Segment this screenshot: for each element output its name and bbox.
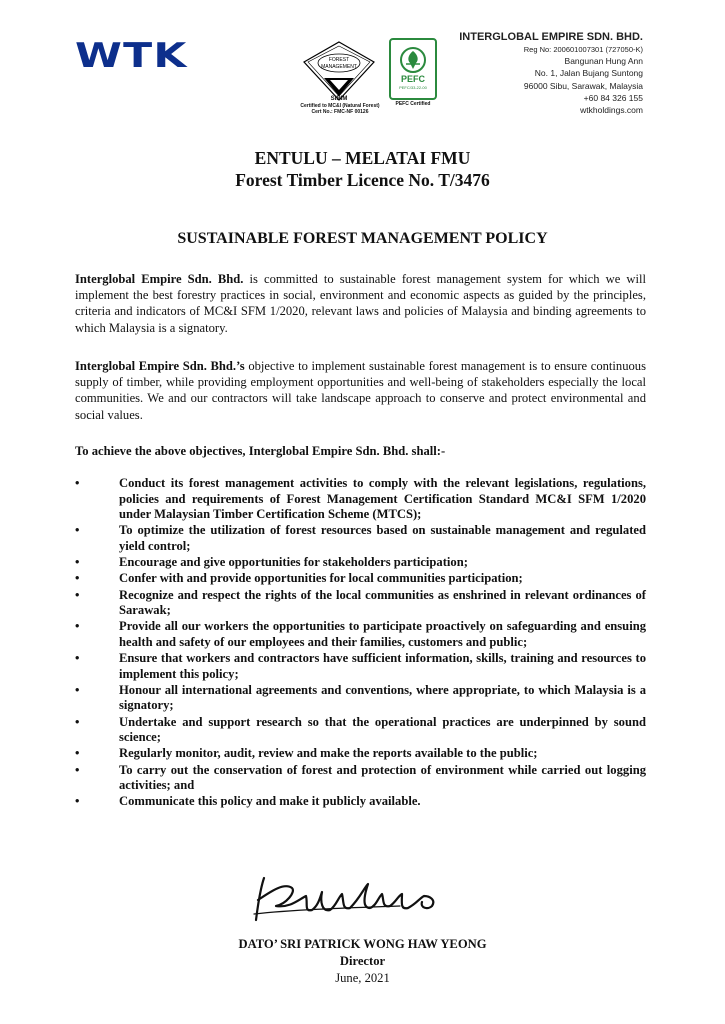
list-item [75, 763, 646, 794]
list-item [75, 651, 646, 682]
policy-title: SUSTAINABLE FOREST MANAGEMENT POLICY [177, 230, 548, 247]
website: wtkholdings.com [580, 105, 643, 116]
company-name: INTERGLOBAL EMPIRE SDN. BHD. [459, 31, 643, 43]
list-item-text: Honour all international agreements and conventions, where appropriate, to which Malaysia is a signatory; [119, 682, 646, 713]
list-item-text: Ensure that workers and contractors have sufficient information, skills, training and resources to implement this policy; [119, 651, 646, 681]
title-block [0, 147, 725, 191]
list-item-text: Regularly monitor, audit, review and make the reports available to the public; [119, 746, 538, 761]
paragraph-commitment [75, 271, 646, 336]
paragraph-objective [75, 358, 646, 423]
list-item [75, 715, 646, 746]
bullet-icon: • [75, 619, 80, 634]
objectives-lead: To achieve the above objectives, Interglobal Empire Sdn. Bhd. shall:- [75, 444, 446, 458]
company-name-bold: Interglobal Empire Sdn. Bhd. [75, 272, 244, 286]
list-item-text: To carry out the conservation of forest and protection of environment while carried out logging activities; and [119, 762, 646, 793]
list-item [75, 476, 646, 523]
signature-icon [250, 870, 460, 930]
address-line: Bangunan Hung Ann [564, 56, 643, 66]
bullet-icon: • [75, 651, 80, 666]
list-item [75, 619, 646, 650]
paragraph-text: objective to implement sustainable forest management is to ensure continuous supply of timber, while providing employment opportunities and well-being of stakeholders especially the local communities. We and our contractors will take landscape approach to conserve and protect environmental and social values. [75, 359, 646, 422]
pefc-certified-note: PEFC Certified [395, 101, 431, 107]
phone-number: +60 84 326 155 [583, 92, 643, 103]
list-item [75, 555, 646, 571]
list-item [75, 683, 646, 714]
signatory-role: Director [339, 954, 386, 968]
fmu-title: ENTULU – MELATAI FMU [254, 148, 471, 168]
bullet-icon: • [75, 555, 80, 570]
list-item-text: Undertake and support research so that the operational practices are underpinned by sound science; [119, 714, 646, 745]
address-line: No. 1, Jalan Bujang Suntong [534, 68, 643, 79]
list-item [75, 746, 646, 762]
bullet-icon: • [75, 714, 80, 729]
bullet-icon: • [75, 523, 80, 538]
pefc-badge [389, 38, 437, 100]
fm-certified-text: Certified to MC&I (Natural Forest) [300, 103, 380, 109]
fm-cert-number: Cert No.: FMC-NF 00126 [311, 109, 369, 115]
list-item-text: Conduct its forest management activities to comply with the relevant legislations, regulations, policies and requirements of Forest Management Certification Standard MC&I SFM 1/2020 under Malaysian Timber Certification Scheme (MTCS); [119, 476, 646, 522]
list-item-text: Communicate this policy and make it publicly available. [119, 794, 421, 809]
address-line: 96000 Sibu, Sarawak, Malaysia [523, 80, 643, 91]
fm-label-line1: FOREST [328, 57, 350, 63]
bullet-icon: • [75, 571, 80, 586]
sirim-label: SIRIM [330, 96, 348, 102]
list-item-text: Provide all our workers the opportunities to participate proactively on safeguarding and ensuing health and safety of our employees and their families, customers and public; [119, 619, 646, 649]
pefc-tree-icon [399, 46, 427, 74]
fm-certification-note [300, 103, 380, 115]
licence-title: Forest Timber Licence No. T/3476 [235, 170, 490, 190]
list-item [75, 588, 646, 619]
company-reg-no: Reg No: 200601007301 (727050-K) [523, 45, 643, 54]
bullet-icon: • [75, 476, 80, 490]
bullet-icon: • [75, 682, 80, 697]
pefc-number: PEFC/33-22-00 [399, 85, 427, 90]
bullet-icon: • [75, 794, 80, 809]
document-date: June, 2021 [335, 971, 390, 985]
pefc-logo-text: PEFC [400, 74, 425, 84]
sirim-triangle-icon [302, 40, 376, 102]
signatory-name: DATO’ SRI PATRICK WONG HAW YEONG [238, 937, 487, 951]
wtk-logo: WTK [75, 36, 188, 76]
paragraph-text: is committed to sustainable forest management system for which we will implement the best forestry practices in social, environment and economic aspects as guided by the principles, criteria and indicators of MC&I SFM 1/2020, relevant laws and policies of Malaysia and binding agreements to which Malaysia is a signatory. [75, 272, 646, 335]
list-item-text: To optimize the utilization of forest resources based on sustainable management and regulated yield control; [119, 523, 646, 553]
list-item [75, 523, 646, 554]
objectives-list [75, 476, 646, 811]
list-item [75, 571, 646, 587]
bullet-icon: • [75, 587, 80, 602]
company-name-bold: Interglobal Empire Sdn. Bhd.’s [75, 359, 245, 373]
list-item [75, 794, 646, 810]
company-address-block [459, 30, 643, 116]
list-item-text: Recognize and respect the rights of the local communities as enshrined in relevant ordinances of Sarawak; [119, 587, 646, 618]
bullet-icon: • [75, 746, 80, 761]
list-item-text: Confer with and provide opportunities for local communities participation; [119, 571, 523, 586]
bullet-icon: • [75, 762, 80, 777]
fm-label-line2: MANAGEMENT [321, 64, 357, 70]
list-item-text: Encourage and give opportunities for stakeholders participation; [119, 555, 468, 570]
